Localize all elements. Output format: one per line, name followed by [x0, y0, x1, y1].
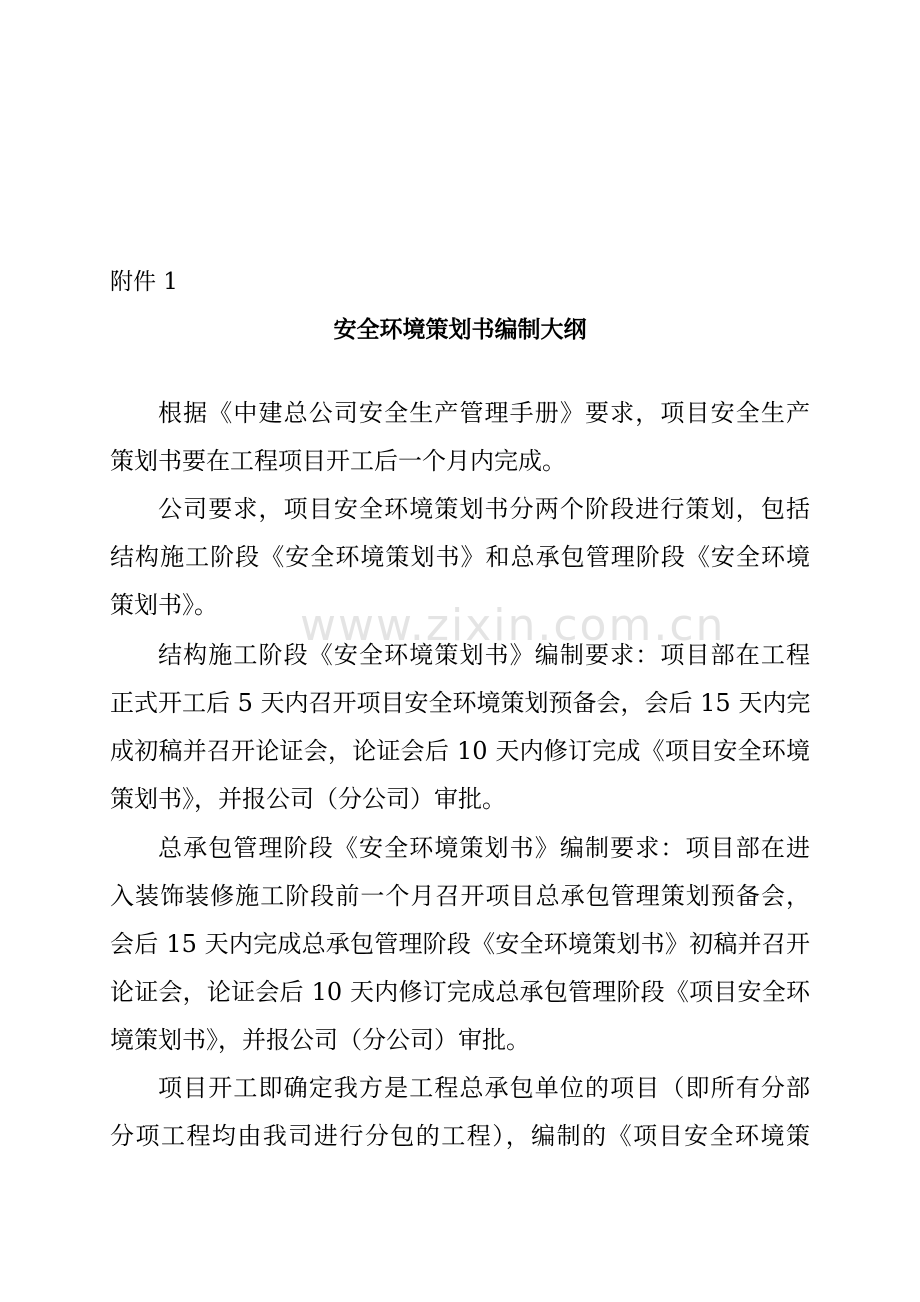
paragraph-line: 策划书要在工程项目开工后一个月内完成。	[110, 447, 566, 475]
paragraph-line: 会后 15 天内完成总承包管理阶段《安全环境策划书》初稿并召开	[110, 930, 810, 958]
paragraph-line: 成初稿并召开论证会，论证会后 10 天内修订完成《项目安全环境	[110, 737, 810, 765]
annex-label: 附件 1	[110, 269, 178, 295]
paragraph-line: 境策划书》，并报公司（分公司）审批。	[110, 1026, 530, 1054]
paragraph-line: 总承包管理阶段《安全环境策划书》编制要求：项目部在进	[158, 834, 810, 862]
paragraph-line: 公司要求，项目安全环境策划书分两个阶段进行策划，包括	[158, 495, 810, 523]
paragraph-line: 分项工程均由我司进行分包的工程），编制的《项目安全环境策	[110, 1122, 810, 1150]
paragraph-line: 项目开工即确定我方是工程总承包单位的项目（即所有分部	[158, 1074, 810, 1102]
paragraph-line: 结构施工阶段《安全环境策划书》编制要求：项目部在工程	[158, 641, 810, 669]
paragraph-line: 入装饰装修施工阶段前一个月召开项目总承包管理策划预备会，	[110, 882, 810, 910]
paragraph-line: 根据《中建总公司安全生产管理手册》要求，项目安全生产	[158, 399, 810, 427]
paragraph-line: 策划书》。	[110, 591, 218, 619]
watermark: www.zixin.com.cn	[300, 600, 726, 651]
document-title: 安全环境策划书编制大纲	[333, 317, 587, 343]
paragraph-line: 策划书》，并报公司（分公司）审批。	[110, 785, 506, 813]
paragraph-line: 论证会，论证会后 10 天内修订完成总承包管理阶段《项目安全环	[110, 978, 810, 1006]
paragraph-line: 结构施工阶段《安全环境策划书》和总承包管理阶段《安全环境	[110, 543, 810, 571]
paragraph-line: 正式开工后 5 天内召开项目安全环境策划预备会，会后 15 天内完	[110, 689, 811, 717]
